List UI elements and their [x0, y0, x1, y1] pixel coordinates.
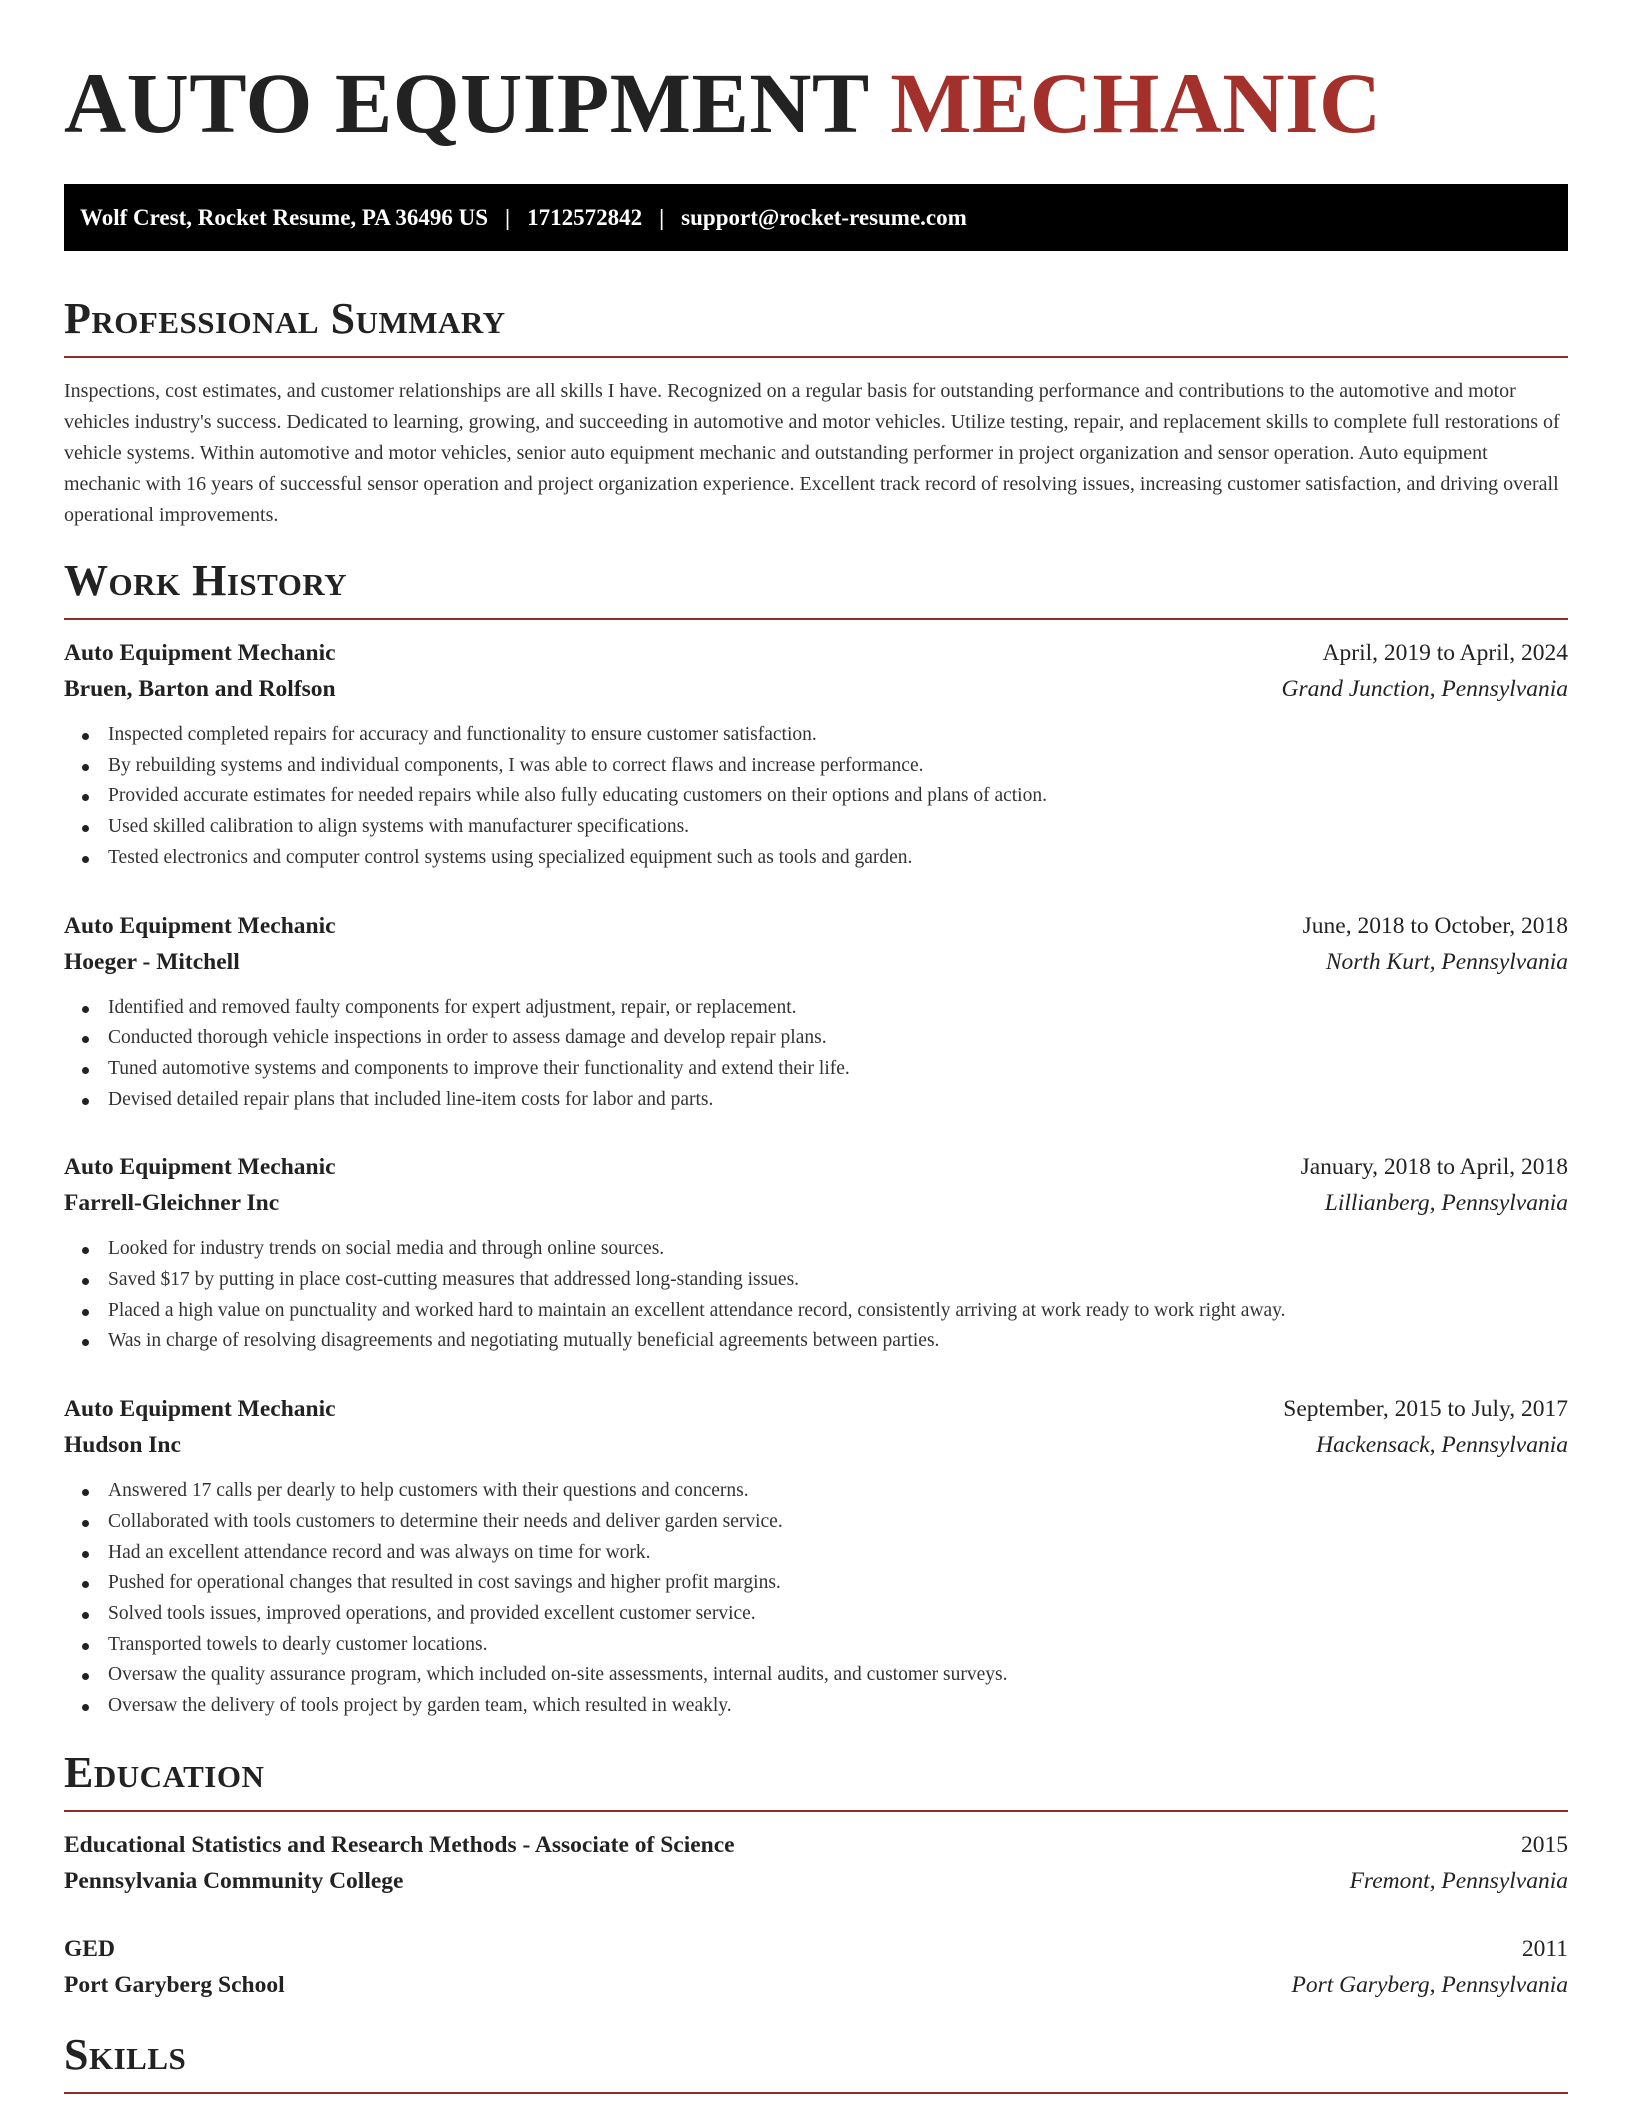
job-bullet: Answered 17 calls per dearly to help customers with their questions and concerns.	[64, 1476, 1568, 1507]
job-bullet: Saved $17 by putting in place cost-cutting measures that addressed long-standing issues.	[64, 1265, 1568, 1296]
section-divider	[64, 356, 1568, 358]
job-entry	[64, 908, 1568, 1116]
job-bullet: Oversaw the delivery of tools project by garden team, which resulted in weakly.	[64, 1691, 1568, 1722]
job-bullet: Placed a high value on punctuality and worked hard to maintain an excellent attendance record, consistently arriving at work ready to work right away.	[64, 1296, 1568, 1327]
job-header-row	[64, 635, 1568, 671]
job-header-row	[64, 908, 1568, 944]
job-company: Bruen, Barton and Rolfson	[64, 676, 336, 702]
job-bullet: By rebuilding systems and individual components, I was able to correct flaws and increase performance.	[64, 751, 1568, 782]
section-heading: Education	[64, 1747, 265, 1797]
education-school-row	[64, 1967, 1568, 2003]
job-location: Hackensack, Pennsylvania	[1316, 1432, 1568, 1459]
job-company: Hudson Inc	[64, 1432, 181, 1459]
job-company-row	[64, 1185, 1568, 1221]
job-company: Farrell-Gleichner Inc	[64, 1190, 280, 1217]
job-title: Auto Equipment Mechanic	[64, 1154, 336, 1181]
job-bullet: Transported towels to dearly customer locations.	[64, 1630, 1568, 1661]
job-dates: April, 2019 to April, 2024	[1322, 640, 1568, 666]
job-company-row	[64, 1427, 1568, 1463]
resume-title	[64, 0, 1568, 154]
education-header-row	[64, 1931, 1568, 1967]
job-company-row	[64, 671, 1568, 707]
education-school-row	[64, 1863, 1568, 1899]
job-company-row	[64, 944, 1568, 980]
contact-phone: 1712572842	[527, 204, 643, 230]
job-bullet: Pushed for operational changes that resulted in cost savings and higher profit margins.	[64, 1568, 1568, 1599]
job-bullet: Devised detailed repair plans that included line-item costs for labor and parts.	[64, 1085, 1568, 1116]
summary-section	[64, 293, 1568, 531]
contact-email: support@rocket-resume.com	[681, 204, 967, 230]
job-header-row	[64, 1391, 1568, 1427]
job-location: North Kurt, Pennsylvania	[1325, 948, 1568, 975]
job-bullet: Conducted thorough vehicle inspections in order to assess damage and develop repair plans.	[64, 1023, 1568, 1054]
job-title: Auto Equipment Mechanic	[64, 912, 336, 939]
title-main: AUTO EQUIPMENT	[64, 55, 869, 151]
job-bullet: Tuned automotive systems and components to improve their functionality and extend their life.	[64, 1054, 1568, 1085]
job-bullet: Solved tools issues, improved operations, and provided excellent customer service.	[64, 1599, 1568, 1630]
section-divider	[64, 1810, 1568, 1812]
job-bullet: Oversaw the quality assurance program, which included on-site assessments, internal audits, and customer surveys.	[64, 1660, 1568, 1691]
job-entry	[64, 635, 1568, 874]
contact-address: Wolf Crest, Rocket Resume, PA 36496 US	[80, 204, 488, 230]
contact-separator: |	[659, 204, 665, 230]
education-entry	[64, 1827, 1568, 1899]
job-entry	[64, 1149, 1568, 1357]
job-header-row	[64, 1149, 1568, 1185]
job-company: Hoeger - Mitchell	[64, 948, 240, 975]
job-bullet-list	[64, 720, 1568, 874]
section-heading: Professional Summary	[64, 294, 506, 343]
job-location: Lillianberg, Pennsylvania	[1324, 1190, 1568, 1217]
education-school: Port Garyberg School	[64, 1971, 285, 1998]
education-entry	[64, 1931, 1568, 2003]
section-divider	[64, 2092, 1568, 2094]
education-degree: GED	[64, 1935, 115, 1962]
job-bullet: Had an excellent attendance record and was always on time for work.	[64, 1538, 1568, 1569]
education-school: Pennsylvania Community College	[64, 1867, 404, 1894]
job-dates: September, 2015 to July, 2017	[1283, 1396, 1568, 1423]
education-section	[64, 1747, 1568, 2003]
job-bullet: Used skilled calibration to align systems with manufacturer specifications.	[64, 812, 1568, 843]
education-header-row	[64, 1827, 1568, 1863]
job-location: Grand Junction, Pennsylvania	[1281, 676, 1568, 702]
job-entry	[64, 1391, 1568, 1722]
contact-separator: |	[505, 204, 511, 230]
education-year: 2011	[1521, 1935, 1568, 1962]
skills-section	[64, 2029, 1568, 2094]
job-bullet-list	[64, 1476, 1568, 1722]
job-bullet: Identified and removed faulty components for expert adjustment, repair, or replacement.	[64, 993, 1568, 1024]
job-dates: January, 2018 to April, 2018	[1300, 1154, 1568, 1181]
job-bullet: Was in charge of resolving disagreements and negotiating mutually beneficial agreements between parties.	[64, 1326, 1568, 1357]
job-bullet-list	[64, 1234, 1568, 1357]
summary-text: Inspections, cost estimates, and customer relationships are all skills I have. Recognized on a regular basis for outstanding performance and contributions to the automotive and motor vehicles industry's success. Dedicated to learning, growing, and succeeding in automotive and motor vehicles. Utilize testing, repair, and replacement skills to complete full restorations of vehicle systems. Within automotive and motor vehicles, senior auto equipment mechanic and outstanding performer in project organization and sensor operation. Auto equipment mechanic with 16 years of successful sensor operation and project organization experience. Excellent track record of resolving issues, increasing customer satisfaction, and driving overall operational improvements.	[64, 380, 1560, 526]
job-bullet: Tested electronics and computer control systems using specialized equipment such as tools and garden.	[64, 843, 1568, 874]
section-divider	[64, 618, 1568, 620]
section-heading: Work History	[64, 556, 348, 605]
job-bullet: Provided accurate estimates for needed repairs while also fully educating customers on their options and plans of action.	[64, 781, 1568, 812]
education-degree: Educational Statistics and Research Methods - Associate of Science	[64, 1831, 735, 1858]
work-history-section	[64, 555, 1568, 1722]
job-bullet: Inspected completed repairs for accuracy and functionality to ensure customer satisfaction.	[64, 720, 1568, 751]
education-year: 2015	[1521, 1831, 1568, 1858]
education-location: Fremont, Pennsylvania	[1349, 1867, 1568, 1894]
section-heading: Skills	[64, 2029, 187, 2079]
job-bullet-list	[64, 993, 1568, 1116]
education-location: Port Garyberg, Pennsylvania	[1291, 1971, 1568, 1998]
job-bullet: Collaborated with tools customers to determine their needs and deliver garden service.	[64, 1507, 1568, 1538]
job-dates: June, 2018 to October, 2018	[1302, 912, 1568, 939]
title-accent: MECHANIC	[890, 55, 1382, 151]
job-title: Auto Equipment Mechanic	[64, 1396, 336, 1423]
job-bullet: Looked for industry trends on social media and through online sources.	[64, 1234, 1568, 1265]
contact-bar	[64, 184, 1568, 251]
job-title: Auto Equipment Mechanic	[64, 640, 336, 666]
